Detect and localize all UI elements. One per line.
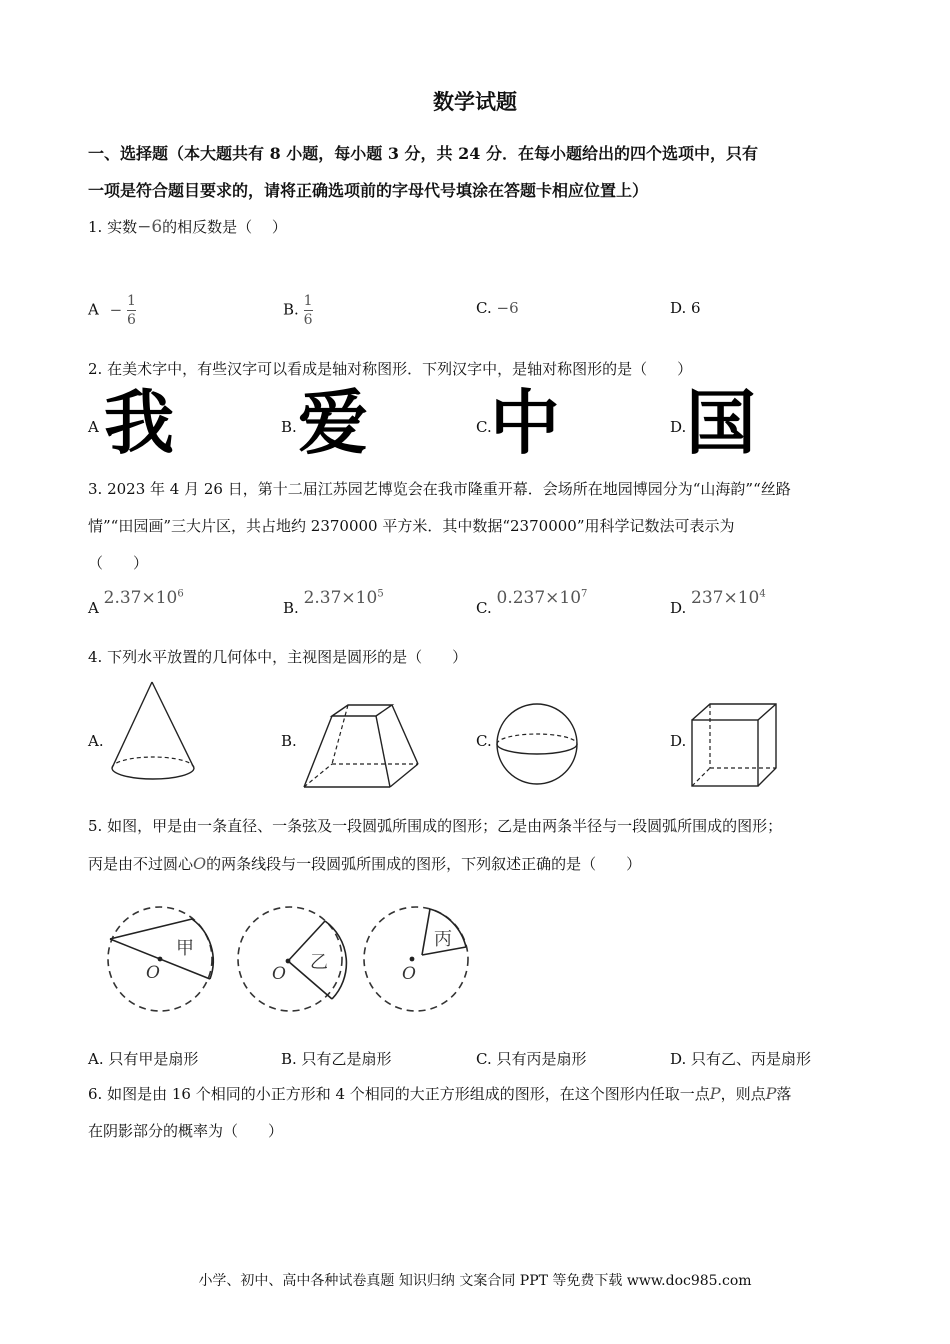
q3-option-b-value: $2.37\times 10^5$ xyxy=(303,588,384,608)
q4-option-a-label[interactable]: A. xyxy=(88,732,104,750)
q1-option-a-fraction: $\frac{1}{6}$ xyxy=(127,293,136,328)
q5-figure-bing xyxy=(360,895,476,1025)
q4-option-d-label[interactable]: D. xyxy=(670,732,687,750)
q5-option-b[interactable]: B. 只有乙是扇形 xyxy=(281,1050,392,1068)
question-3-line3: （ ） xyxy=(88,554,149,572)
q2-option-a-label[interactable]: A xyxy=(88,418,99,436)
q3-option-a[interactable]: A $2.37\times 10^6$ xyxy=(88,588,184,617)
q2-option-b-label[interactable]: B. xyxy=(281,418,297,436)
page-title: 数学试题 xyxy=(433,89,517,114)
q1-option-b-fraction: $\frac{1}{6}$ xyxy=(303,293,313,328)
q1-option-d[interactable]: D. 6 xyxy=(670,299,701,317)
q2-option-a-char: 我 xyxy=(104,382,174,464)
q1-value: −6 xyxy=(137,217,163,237)
q3-option-c-value: $0.237\times 10^7$ xyxy=(496,588,588,608)
q5-figure-jia xyxy=(104,895,220,1025)
q3-option-d-value: $237\times 10^4$ xyxy=(691,588,766,608)
q5-figure-yi xyxy=(232,895,348,1025)
q5-bing-tag: 丙 xyxy=(434,929,452,950)
q5-yi-center-label: O xyxy=(272,964,286,984)
q5-yi-tag: 乙 xyxy=(310,952,328,973)
q1-option-c[interactable]: C. −6 xyxy=(476,299,519,317)
question-1 xyxy=(88,216,287,237)
section-heading-line1: 一、选择题（本大题共有 8 小题，每小题 3 分，共 24 分．在每小题给出的四个选项中，只有 xyxy=(88,144,758,163)
q1-prefix: 1. 实数 xyxy=(88,218,138,236)
question-3-line2: 情”“田园画”三大片区，共占地约 2370000 平方米．其中数据“2370000”用科学记数法可表示为 xyxy=(88,517,735,535)
q1-option-a[interactable]: A − $\frac{1}{6}$ xyxy=(88,293,136,328)
q4-sphere-figure xyxy=(494,702,584,788)
q5-jia-tag: 甲 xyxy=(176,938,194,959)
q5-option-a[interactable]: A. 只有甲是扇形 xyxy=(88,1050,199,1068)
q5-option-d[interactable]: D. 只有乙、丙是扇形 xyxy=(670,1050,812,1068)
q5-jia-center-label: O xyxy=(146,963,160,983)
question-5-line2: 丙是由不过圆心O的两条线段与一段圆弧所围成的图形，下列叙述正确的是（ ） xyxy=(88,854,642,873)
q3-option-c[interactable]: C. $0.237\times 10^7$ xyxy=(476,588,588,617)
page-footer: 小学、初中、高中各种试卷真题 知识归纳 文案合同 PPT 等免费下载 www.doc985.com xyxy=(198,1273,752,1289)
q3-option-a-value: $2.37\times 10^6$ xyxy=(103,588,184,608)
q2-option-c-label[interactable]: C. xyxy=(476,418,492,436)
q1-option-b[interactable]: B. $\frac{1}{6}$ xyxy=(283,293,313,328)
q2-option-d-label[interactable]: D. xyxy=(670,418,687,436)
q4-frustum-figure xyxy=(300,700,422,792)
q2-option-c-char: 中 xyxy=(490,382,560,464)
q3-option-b[interactable]: B. $2.37\times 10^5$ xyxy=(283,588,384,617)
question-6-line1: 6. 如图是由 16 个相同的小正方形和 4 个相同的大正方形组成的图形，在这个图形内任取一点P，则点P落 xyxy=(88,1084,792,1103)
question-4: 4. 下列水平放置的几何体中，主视图是圆形的是（ ） xyxy=(88,648,468,666)
section-heading-line2: 一项是符合题目要求的，请将正确选项前的字母代号填涂在答题卡相应位置上） xyxy=(88,181,649,200)
q4-cube-figure xyxy=(688,700,780,792)
q3-option-d[interactable]: D. $237\times 10^4$ xyxy=(670,588,766,617)
q4-option-b-label[interactable]: B. xyxy=(281,732,297,750)
q4-cone-figure xyxy=(106,678,202,788)
q2-option-b-char: 爱 xyxy=(298,382,368,464)
q5-bing-center-label: O xyxy=(402,964,416,984)
question-3-line1: 3. 2023 年 4 月 26 日，第十二届江苏园艺博览会在我市隆重开幕．会场所在地园博园分为“山海韵”“丝路 xyxy=(88,480,791,498)
q4-option-c-label[interactable]: C. xyxy=(476,732,492,750)
q1-suffix: 的相反数是（ ） xyxy=(162,218,287,236)
question-6-line2: 在阴影部分的概率为（ ） xyxy=(88,1122,284,1140)
q2-option-d-char: 国 xyxy=(686,382,756,464)
q5-option-c[interactable]: C. 只有丙是扇形 xyxy=(476,1050,587,1068)
question-2: 2. 在美术字中，有些汉字可以看成是轴对称图形．下列汉字中，是轴对称图形的是（ ） xyxy=(88,360,693,378)
question-5-line1: 5. 如图，甲是由一条直径、一条弦及一段圆弧所围成的图形；乙是由两条半径与一段圆弧所围成的图形； xyxy=(88,817,783,835)
